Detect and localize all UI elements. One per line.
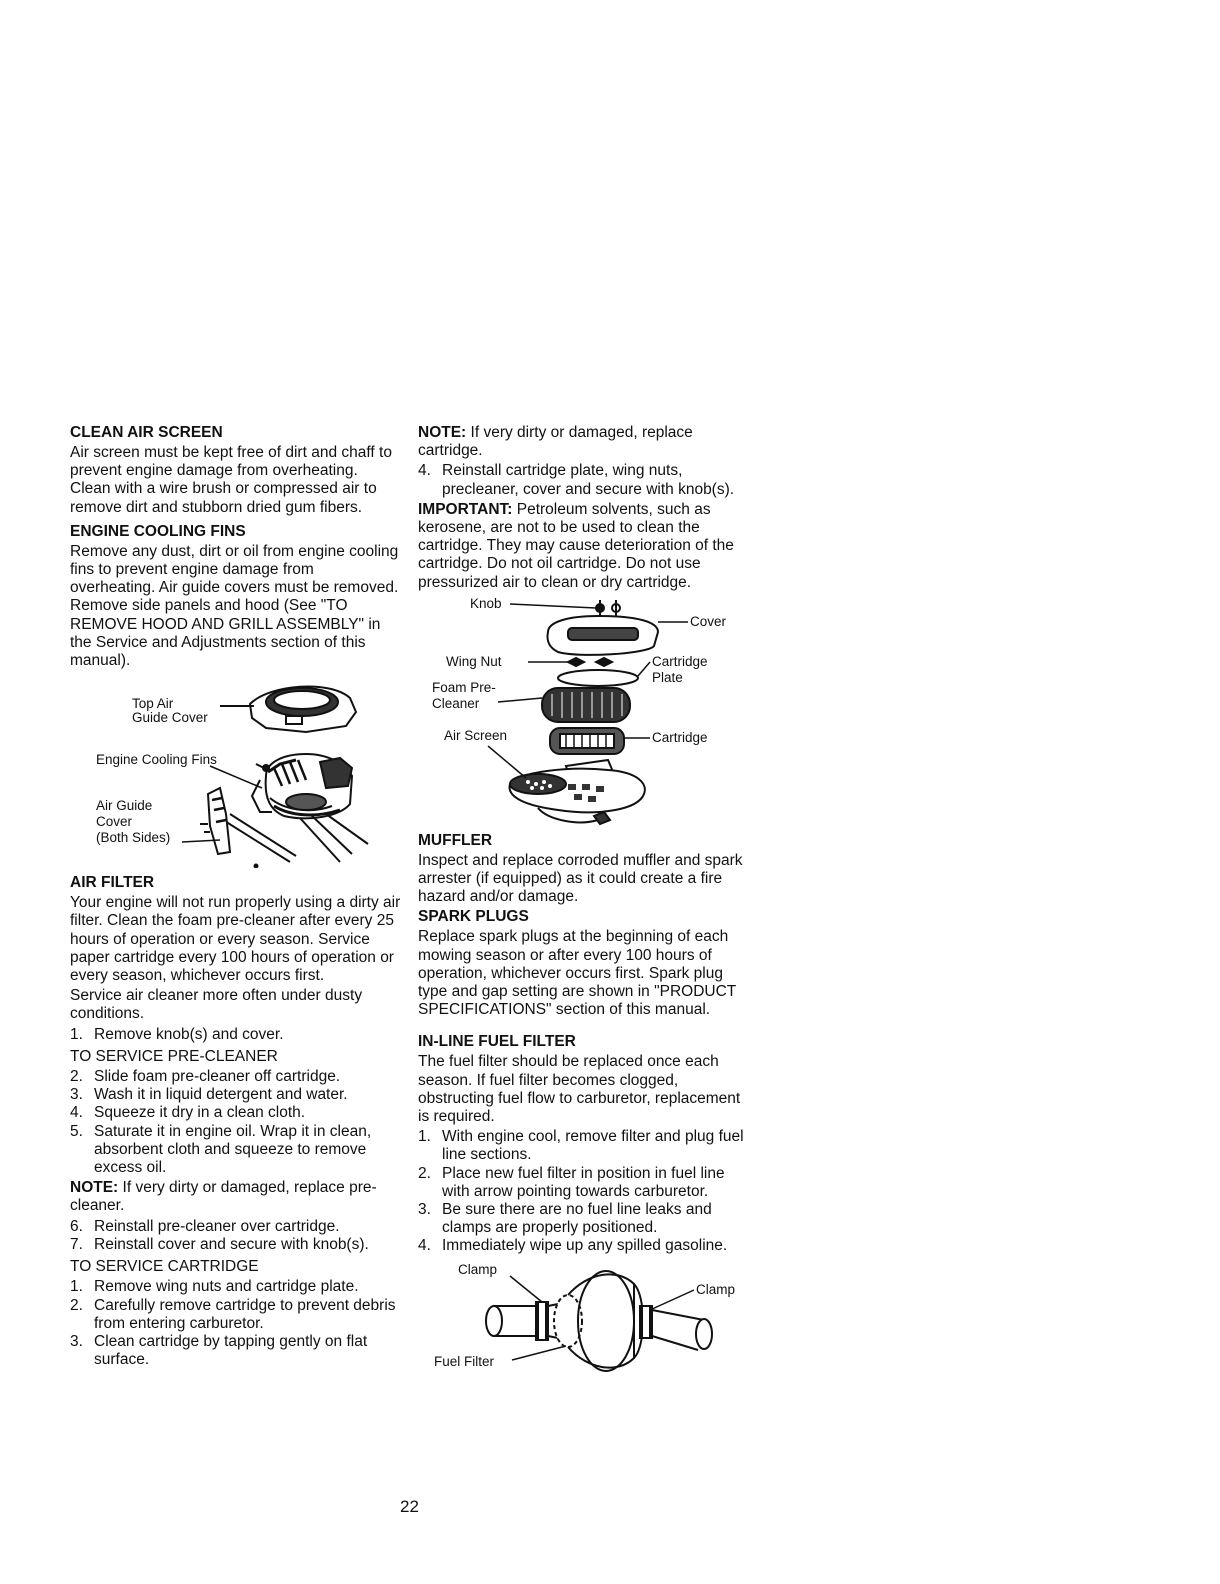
page-number: 22 <box>400 1497 419 1516</box>
air-filter-text-1: Your engine will not run properly using a dirty air filter. Clean the foam pre-cleaner after every 25 hours of operation or every season. Service paper cartridge every 100 hours of operation or every season, whichever occurs first. <box>70 894 401 985</box>
list-item: 3. Wash it in liquid detergent and water. <box>70 1086 348 1104</box>
note-label: NOTE: <box>418 424 467 441</box>
step-text: Place new fuel filter in position in fuel line with arrow pointing towards carburetor. <box>442 1164 725 1200</box>
list-item: 2. Place new fuel filter in position in fuel line with arrow pointing towards carburetor. <box>418 1164 725 1200</box>
wing-nut-label: Wing Nut <box>446 653 502 669</box>
step-text: Slide foam pre-cleaner off cartridge. <box>94 1068 341 1086</box>
pre-cleaner-note <box>70 1179 402 1215</box>
step-text: Squeeze it dry in a clean cloth. <box>94 1104 306 1122</box>
step-text: Wash it in liquid detergent and water. <box>94 1086 348 1104</box>
clamp-right-label: Clamp <box>696 1281 736 1297</box>
note-text: If very dirty or damaged, replace cartridge. <box>418 424 693 460</box>
list-item: 3. Be sure there are no fuel line leaks and clamps are properly positioned. <box>418 1201 712 1237</box>
air-guide-label: Air Guide <box>96 798 153 814</box>
air-filter-heading: AIR FILTER <box>70 874 155 892</box>
step-text: Immediately wipe up any spilled gasoline. <box>442 1237 728 1255</box>
cover-label: Cover <box>96 814 133 830</box>
important-text: Petroleum solvents, such as kerosene, are not to be used to clean the cartridge. They may cause deterioration of the cartridge. Do not oil cartridge. Do not use pressurized air to clean or dry cartridge. <box>418 500 734 591</box>
pre-cleaner-step-list <box>70 1068 402 1177</box>
pre-cleaner-subheading: TO SERVICE PRE-CLEANER <box>70 1047 278 1065</box>
step-text: Clean cartridge by tapping gently on flat surface. <box>94 1332 368 1369</box>
pre-cleaner-step-list-2 <box>70 1218 402 1254</box>
list-item: 7. Reinstall cover and secure with knob(s). <box>70 1235 369 1253</box>
cover-label: Cover <box>690 613 727 629</box>
list-item: 1. With engine cool, remove filter and plug fuel line sections. <box>418 1128 744 1164</box>
engine-cooling-fins-heading: ENGINE COOLING FINS <box>70 522 246 540</box>
clean-air-screen-heading: CLEAN AIR SCREEN <box>70 424 223 441</box>
clean-air-screen-text: Air screen must be kept free of dirt and chaff to prevent engine damage from overheating. Clean with a wire brush or compressed air to remove dirt and stubborn dried gum fibers. <box>70 444 392 516</box>
fuel-filter-text: The fuel filter should be replaced once each season. If fuel filter becomes clogged, obstructing fuel flow to carburetor, replacement is required. <box>418 1053 741 1126</box>
spark-plugs-text: Replace spark plugs at the beginning of each mowing season or after every 100 hours of operation, whichever occurs first. Spark plug type and gap setting are shown in "PRODUCT SPECIFICATIONS" section of this manual. <box>418 928 736 1019</box>
cartridge-step-list <box>70 1278 402 1369</box>
step-text: Reinstall cartridge plate, wing nuts, precleaner, cover and secure with knob(s). <box>442 462 735 498</box>
list-item: 3. Clean cartridge by tapping gently on flat surface. <box>70 1332 368 1369</box>
air-filter-step-list-1 <box>70 1026 402 1044</box>
list-item: 2. Slide foam pre-cleaner off cartridge. <box>70 1068 341 1086</box>
knob-label: Knob <box>470 595 502 611</box>
air-screen-label: Air Screen <box>444 727 508 743</box>
list-item: 4. Squeeze it dry in a clean cloth. <box>70 1104 306 1122</box>
air-filter-text-2: Service air cleaner more often under dusty conditions. <box>70 987 363 1023</box>
clamp-left-label: Clamp <box>458 1261 498 1277</box>
note-text: If very dirty or damaged, replace pre-cleaner. <box>70 1179 377 1215</box>
top-air-label: Top Air <box>132 696 174 712</box>
list-item: 2. Carefully remove cartridge to prevent debris from entering carburetor. <box>70 1296 396 1332</box>
step-text: Reinstall pre-cleaner over cartridge. <box>94 1217 340 1235</box>
cartridge-step-list-2 <box>418 462 750 498</box>
important-label: IMPORTANT: <box>418 500 513 518</box>
list-item: 6. Reinstall pre-cleaner over cartridge. <box>70 1217 340 1235</box>
foam-pre-cleaner-label-1: Foam Pre- <box>432 679 496 695</box>
cartridge-plate-label-2: Plate <box>652 669 683 685</box>
engine-cooling-figure <box>70 676 402 868</box>
step-text: Be sure there are no fuel line leaks and clamps are properly positioned. <box>442 1201 712 1237</box>
both-sides-label: (Both Sides) <box>96 830 171 846</box>
fuel-filter-step-list <box>418 1128 750 1255</box>
engine-cooling-fins-text: Remove any dust, dirt or oil from engine cooling fins to prevent engine damage from overheating. Air guide covers must be removed. Remove side panels and hood (See "TO REMOVE HOOD AND GRILL ASSEMBLY" in the Service and Adjustments section of this manual). <box>70 542 399 670</box>
step-text: Remove wing nuts and cartridge plate. <box>94 1278 359 1296</box>
left-column <box>70 424 402 1371</box>
air-cleaner-figure <box>418 595 750 826</box>
fuel-filter-heading: IN-LINE FUEL FILTER <box>418 1033 576 1051</box>
fuel-filter-label: Fuel Filter <box>434 1353 495 1369</box>
important-note <box>418 501 750 592</box>
step-text: With engine cool, remove filter and plug fuel line sections. <box>442 1128 744 1164</box>
list-item: 1. Remove knob(s) and cover. <box>70 1025 284 1043</box>
guide-cover-label: Guide Cover <box>132 710 208 726</box>
step-text: Reinstall cover and secure with knob(s). <box>94 1235 369 1253</box>
fuel-filter-figure <box>418 1262 750 1374</box>
step-text: Carefully remove cartridge to prevent debris from entering carburetor. <box>94 1296 396 1332</box>
list-item: 5. Saturate it in engine oil. Wrap it in clean, absorbent cloth and squeeze to remove excess oil. <box>70 1122 372 1177</box>
engine-cooling-fins-label: Engine Cooling Fins <box>96 752 217 768</box>
right-column <box>418 424 750 1380</box>
cartridge-plate-label-1: Cartridge <box>652 653 708 669</box>
spark-plugs-heading: SPARK PLUGS <box>418 908 529 926</box>
foam-pre-cleaner-label-2: Cleaner <box>432 695 480 711</box>
list-item: 4. Reinstall cartridge plate, wing nuts, precleaner, cover and secure with knob(s). <box>418 462 735 498</box>
list-item: 4. Immediately wipe up any spilled gasoline. <box>418 1237 728 1255</box>
muffler-text: Inspect and replace corroded muffler and spark arrester (if equipped) as it could create a fire hazard and/or damage. <box>418 851 743 906</box>
step-text: Remove knob(s) and cover. <box>94 1025 284 1043</box>
cartridge-subheading: TO SERVICE CARTRIDGE <box>70 1258 259 1276</box>
cartridge-note <box>418 424 750 460</box>
note-label: NOTE: <box>70 1179 119 1197</box>
step-text: Saturate it in engine oil. Wrap it in clean, absorbent cloth and squeeze to remove excess oil. <box>94 1122 372 1177</box>
cartridge-label: Cartridge <box>652 729 708 745</box>
muffler-heading: MUFFLER <box>418 831 493 849</box>
air-cleaner-exploded-illustration <box>418 595 750 826</box>
list-item: 1. Remove wing nuts and cartridge plate. <box>70 1278 359 1296</box>
